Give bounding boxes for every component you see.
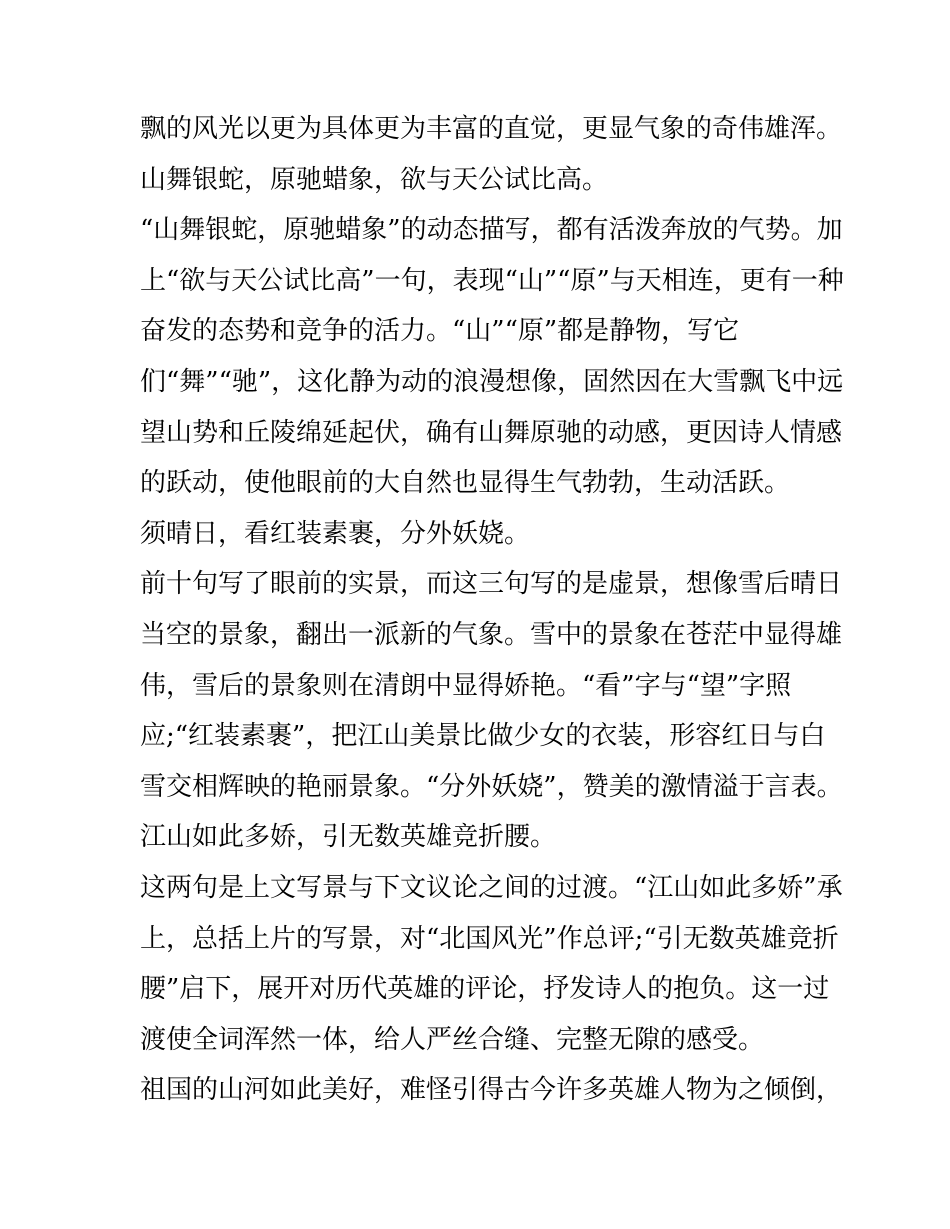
text-line: “山舞银蛇，原驰蜡象”的动态描写，都有活泼奔放的气势。加 <box>140 215 843 246</box>
text-line: 腰”启下，展开对历代英雄的评论，抒发诗人的抱负。这一过 <box>140 974 830 1005</box>
text-line: 们“舞”“驰”，这化静为动的浪漫想像，固然因在大雪飘飞中远 <box>140 366 844 397</box>
text-line: 祖国的山河如此美好，难怪引得古今许多英雄人物为之倾倒， <box>140 1075 843 1106</box>
text-line: 奋发的态势和竞争的活力。“山”“原”都是静物，写它 <box>140 316 740 347</box>
text-line: 应;“红装素裹”，把江山美景比做少女的衣装，形容红日与白 <box>140 721 826 752</box>
text-line: 雪交相辉映的艳丽景象。“分外妖娆”，赞美的激情溢于言表。 <box>140 771 843 802</box>
text-line: 的跃动，使他眼前的大自然也显得生气勃勃，生动活跃。 <box>140 468 791 499</box>
text-line: 飘的风光以更为具体更为丰富的直觉，更显气象的奇伟雄浑。 <box>140 114 843 144</box>
body-text <box>140 104 844 1116</box>
text-line: 望山势和丘陵绵延起伏，确有山舞原驰的动感，更因诗人情感 <box>140 417 843 448</box>
text-line: 前十句写了眼前的实景，而这三句写的是虚景，想像雪后晴日 <box>140 569 843 600</box>
text-line: 渡使全词浑然一体，给人严丝合缝、完整无隙的感受。 <box>140 1024 765 1055</box>
text-line: 须晴日，看红装素裹，分外妖娆。 <box>140 518 531 549</box>
text-line: 当空的景象，翻出一派新的气象。雪中的景象在苍茫中显得雄 <box>140 619 843 650</box>
text-line: 上，总括上片的写景，对“北国风光”作总评;“引无数英雄竞折 <box>140 923 839 954</box>
text-line: 上“欲与天公试比高”一句，表现“山”“原”与天相连，更有一种 <box>140 265 844 296</box>
text-line: 江山如此多娇，引无数英雄竞折腰。 <box>140 822 557 853</box>
text-line: 山舞银蛇，原驰蜡象，欲与天公试比高。 <box>140 164 609 195</box>
text-line: 伟，雪后的景象则在清朗中显得娇艳。“看”字与“望”字照 <box>140 670 792 701</box>
text-line: 这两句是上文写景与下文议论之间的过渡。“江山如此多娇”承 <box>140 872 843 903</box>
